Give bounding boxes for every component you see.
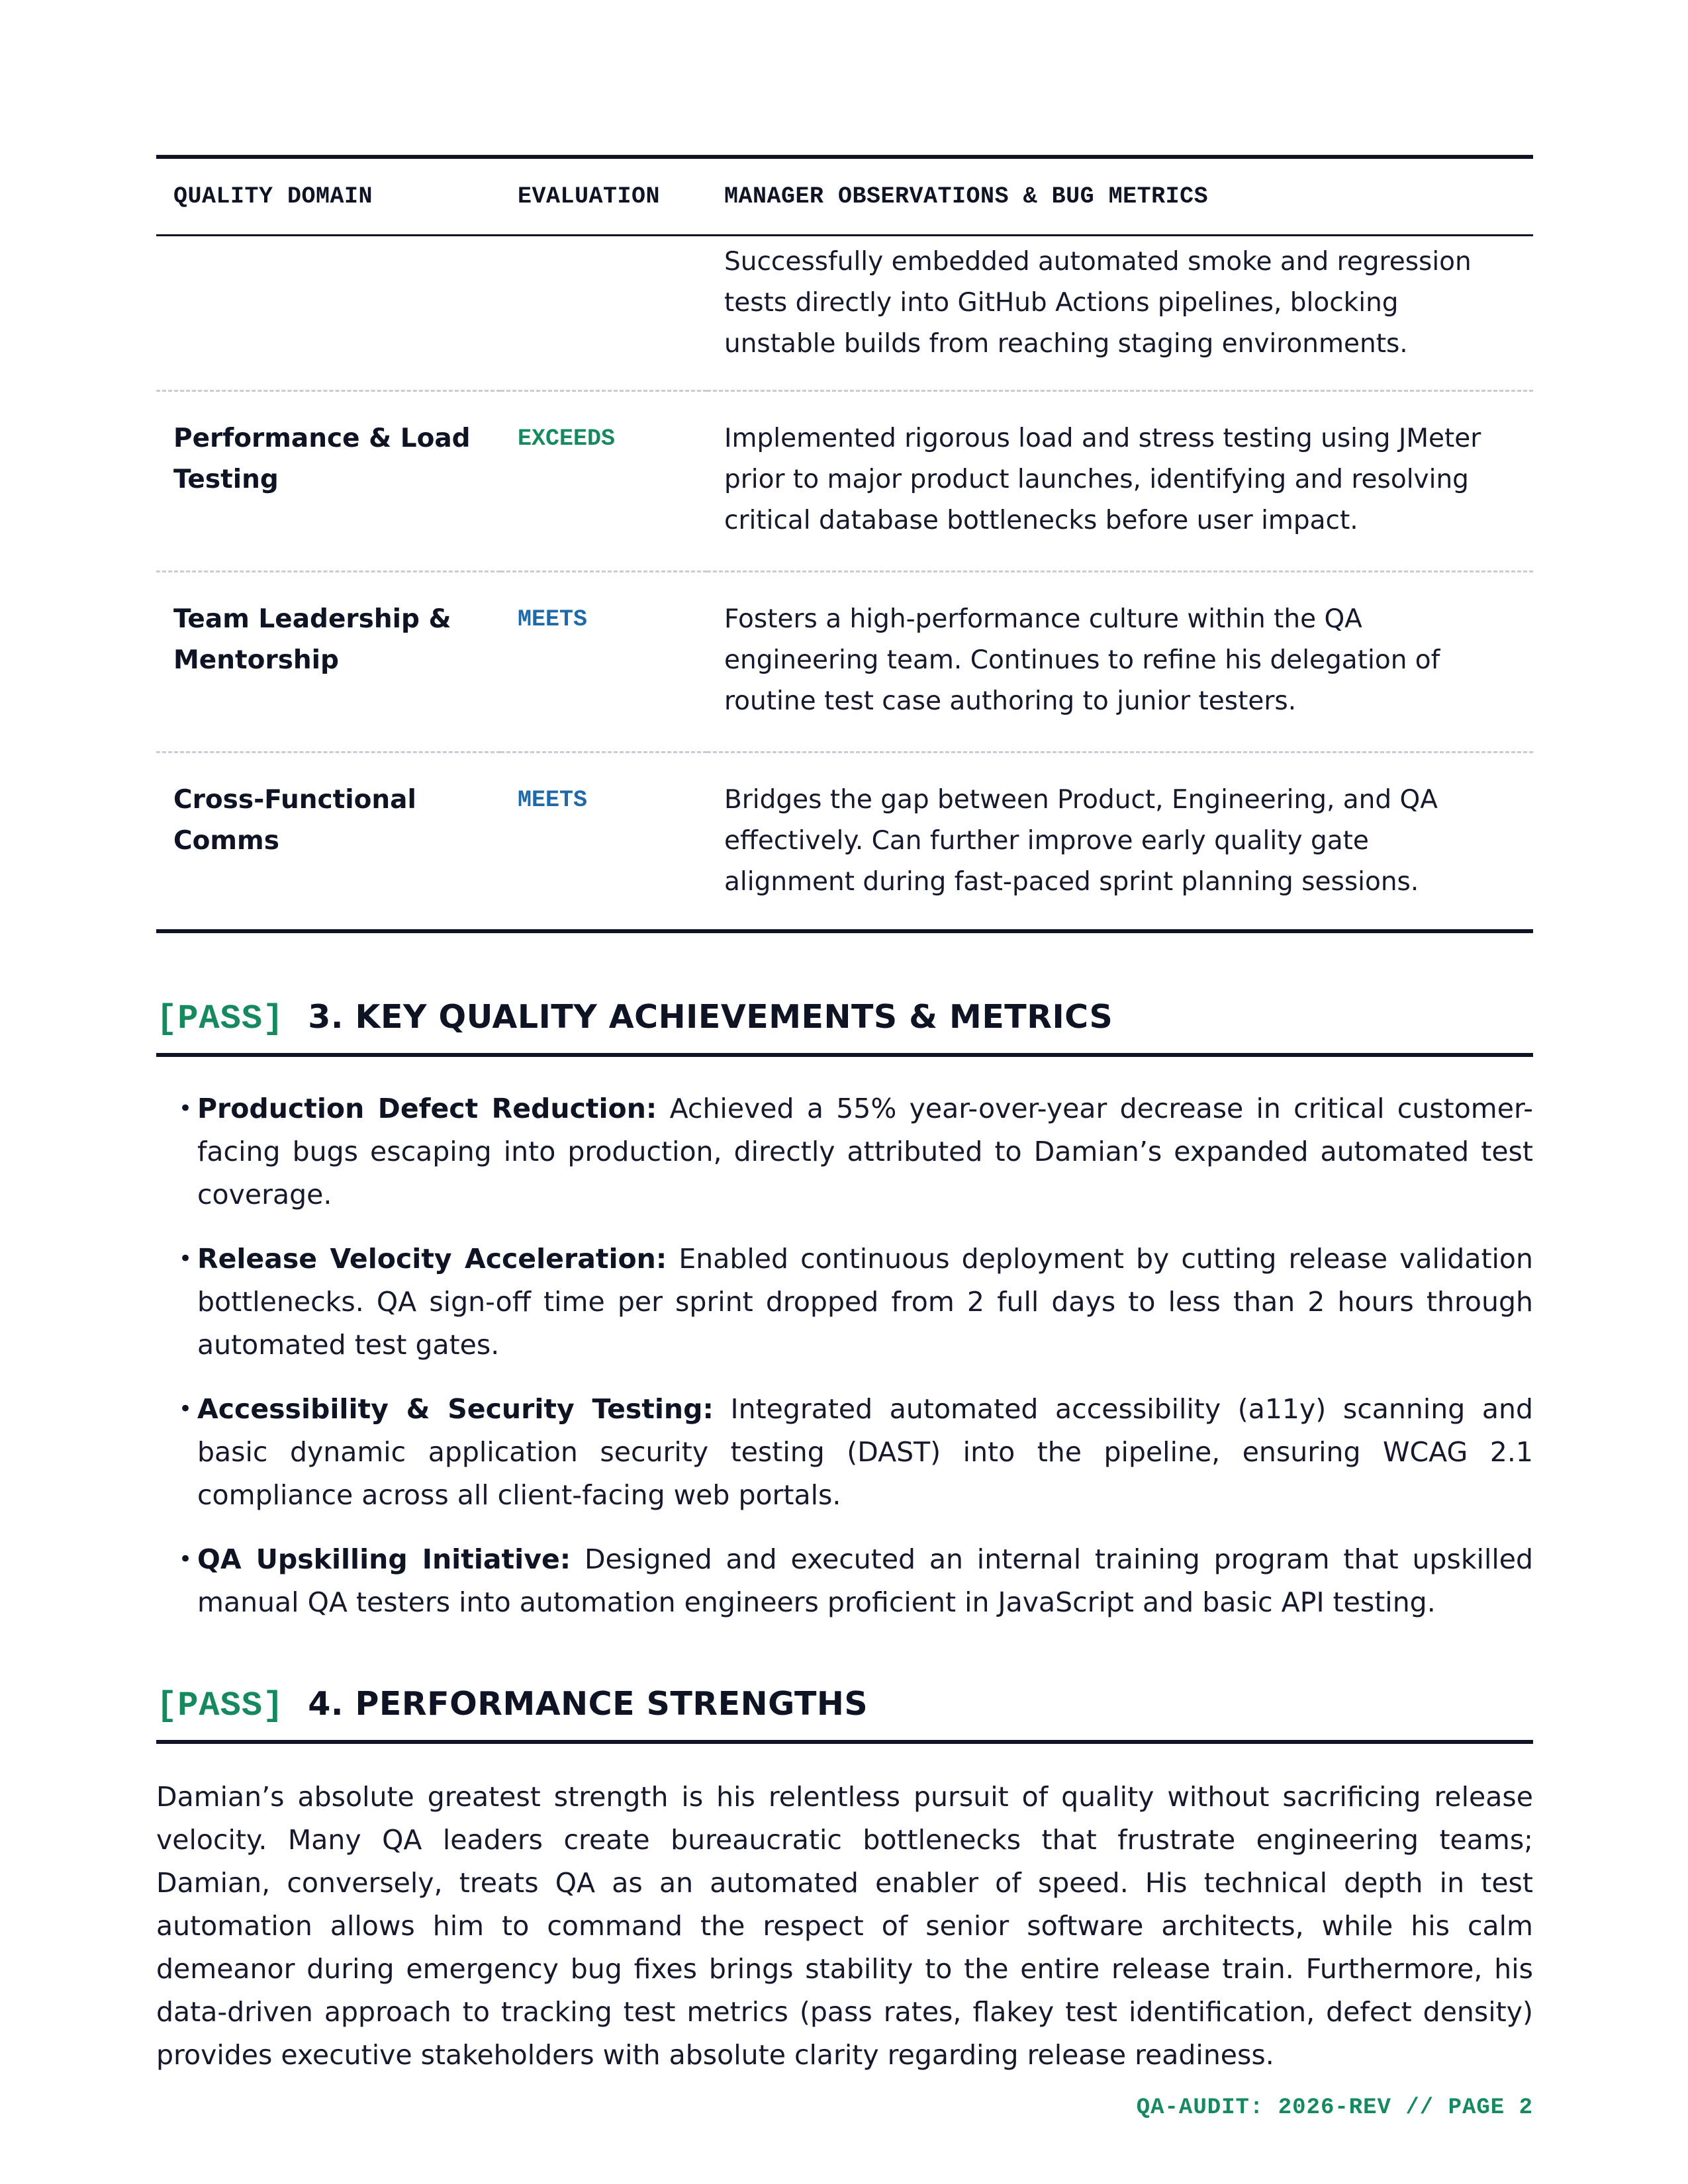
table-row	[156, 752, 1533, 932]
bullet-icon: •	[179, 1546, 193, 1572]
section-heading-strengths	[156, 1685, 1533, 1744]
observation-cell: Fosters a high-performance culture within the QA engineering team. Continues to refine his delegation of routine test case authoring to junior testers.	[707, 572, 1533, 752]
table-row	[156, 572, 1533, 752]
table-row	[156, 391, 1533, 572]
item-text: Enabled continuous deployment by cutting release validation bottlenecks. QA sign-off time per sprint dropped from 2 full days to less than 2 hours through automated test gates.	[197, 1243, 1533, 1361]
observation-cell: Successfully embedded automated smoke and regression tests directly into GitHub Actions pipelines, blocking unstable builds from reaching staging environments.	[707, 236, 1533, 391]
observation-cell: Implemented rigorous load and stress testing using JMeter prior to major product launches, identifying and resolving critical database bottlenecks before user impact.	[707, 391, 1533, 572]
pass-tag: [PASS]	[156, 999, 285, 1038]
observation-cell: Bridges the gap between Product, Engineering, and QA effectively. Can further improve early quality gate alignment during fast-paced sprint planning sessions.	[707, 752, 1533, 932]
header-observations: MANAGER OBSERVATIONS & BUG METRICS	[707, 157, 1533, 236]
domain-cell	[156, 236, 500, 391]
evaluation-table	[156, 155, 1533, 933]
item-text: Integrated automated accessibility (a11y) scanning and basic dynamic application security testing (DAST) into the pipeline, ensuring WCAG 2.1 compliance across all client-facing web portals.	[197, 1393, 1534, 1511]
bullet-icon: •	[179, 1396, 193, 1422]
page-footer: QA-AUDIT: 2026-REV // PAGE 2	[1136, 2095, 1533, 2120]
list-item	[156, 1087, 1533, 1216]
item-lead: Accessibility & Security Testing:	[197, 1393, 714, 1425]
section-title: 4. PERFORMANCE STRENGTHS	[308, 1685, 868, 1723]
item-lead: Release Velocity Acceleration:	[197, 1243, 667, 1275]
rating-cell	[500, 236, 707, 391]
table-header-row	[156, 157, 1533, 236]
domain-cell: Performance & Load Testing	[156, 391, 500, 572]
achievements-list	[156, 1087, 1533, 1624]
rating-badge-meets: MEETS	[500, 572, 707, 752]
header-quality-domain: QUALITY DOMAIN	[156, 157, 500, 236]
header-evaluation: EVALUATION	[500, 157, 707, 236]
table-row	[156, 236, 1533, 391]
domain-cell: Team Leadership & Mentorship	[156, 572, 500, 752]
list-item	[156, 1238, 1533, 1367]
strengths-paragraph: Damian’s absolute greatest strength is his relentless pursuit of quality without sacrificing release velocity. Many QA leaders create bureaucratic bottlenecks that frustrate engineering teams; Damian, conversely, treats QA as an automated enabler of speed. His technical depth in test automation allows him to command the respect of senior software architects, while his calm demeanor during emergency bug fixes brings stability to the entire release train. Furthermore, his data-driven approach to tracking test metrics (pass rates, flakey test identification, defect density) provides executive stakeholders with absolute clarity regarding release readiness.	[156, 1781, 1533, 2071]
bullet-icon: •	[179, 1095, 193, 1122]
document-page	[156, 155, 1533, 2077]
pass-tag: [PASS]	[156, 1686, 285, 1725]
rating-badge-exceeds: EXCEEDS	[500, 391, 707, 572]
domain-cell: Cross-Functional Comms	[156, 752, 500, 932]
bullet-icon: •	[179, 1246, 193, 1272]
item-lead: Production Defect Reduction:	[197, 1093, 657, 1124]
item-text: Designed and executed an internal training program that upskilled manual QA testers into automation engineers proficient in JavaScript and basic API testing.	[197, 1543, 1533, 1618]
item-text: Achieved a 55% year-over-year decrease in critical customer-facing bugs escaping into production, directly attributed to Damian’s expanded automated test coverage.	[197, 1093, 1533, 1210]
list-item	[156, 1388, 1533, 1517]
section-heading-achievements	[156, 998, 1533, 1057]
rating-badge-meets: MEETS	[500, 752, 707, 932]
list-item	[156, 1538, 1533, 1624]
item-lead: QA Upskilling Initiative:	[197, 1543, 571, 1575]
section-title: 3. KEY QUALITY ACHIEVEMENTS & METRICS	[308, 998, 1113, 1036]
